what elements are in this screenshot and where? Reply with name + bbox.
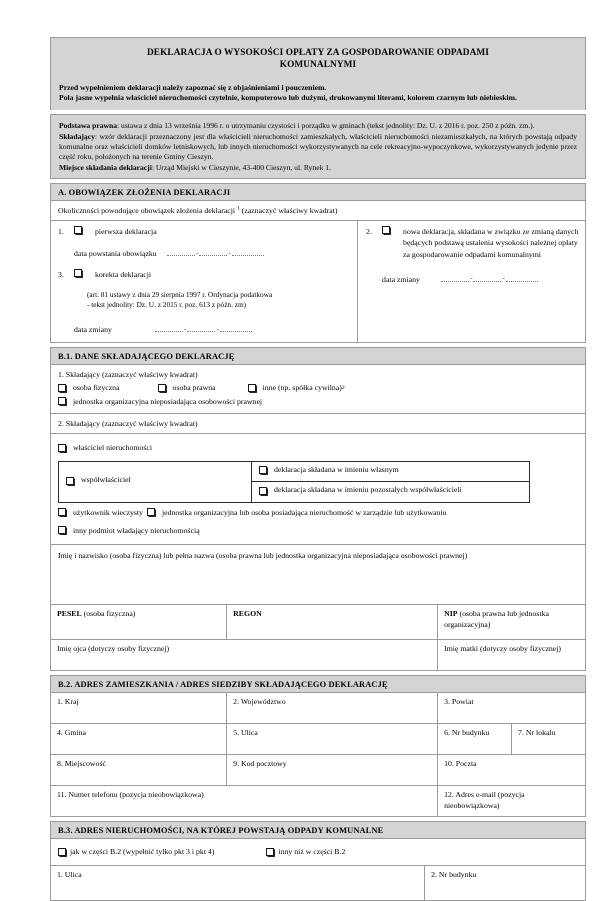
field-mother-name[interactable] bbox=[438, 640, 586, 671]
checkbox-different-from-b2[interactable] bbox=[266, 848, 274, 856]
option-first-declaration[interactable] bbox=[58, 226, 351, 237]
nip-sublabel: (osoba prawna lub jednostka organizacyjna) bbox=[444, 609, 549, 629]
b3-street-label: 1. Ulica bbox=[57, 869, 82, 879]
correction-note-line-2: - tekst jednolity: Dz. U. z 2015 r. poz. 613 z późn. zm) bbox=[87, 299, 247, 309]
field-correction-change-date bbox=[58, 324, 351, 335]
pesel-sublabel: (osoba fizyczna) bbox=[81, 609, 136, 619]
option-coowner-label: współwłaściciel bbox=[81, 475, 131, 485]
correction-note-line-1: (art. 81 ustawy z dnia 29 sierpnia 1997 r. Ordynacja podatkowa bbox=[87, 289, 273, 299]
legal-basis-label: Podstawa prawna bbox=[59, 121, 118, 131]
option-3-label: korekta deklaracji bbox=[95, 269, 152, 279]
instruction-line-1: Przed wypełnieniem deklaracji należy zapoznać się z objaśnieniami i pouczeniem. bbox=[59, 82, 327, 92]
option-coowner[interactable] bbox=[66, 475, 131, 486]
option-perpetual-user-label: użytkownik wieczysty bbox=[73, 507, 143, 517]
correction-change-date-label: data zmiany bbox=[74, 325, 112, 334]
checkbox-perpetual-user[interactable] bbox=[58, 508, 66, 516]
b1-q1-options-row bbox=[58, 382, 578, 393]
place-label: Miejsce składania deklaracji bbox=[59, 162, 152, 172]
checkbox-other-holder[interactable] bbox=[58, 526, 66, 534]
locality-label: 8. Miejscowość bbox=[57, 759, 106, 769]
checkbox-new-declaration[interactable] bbox=[382, 226, 390, 234]
field-building-number[interactable] bbox=[438, 724, 512, 755]
b3-options bbox=[58, 846, 578, 857]
b1-question-1 bbox=[50, 365, 586, 414]
legal-basis-block bbox=[50, 114, 586, 179]
option-different-from-b2[interactable] bbox=[266, 846, 345, 857]
option-manager-unit-label: jednostka organizacyjna lub osoba posiadająca nieruchomość w zarządzie lub użytkowaniu bbox=[161, 507, 447, 517]
table-row bbox=[51, 786, 586, 817]
instruction-line-2: Pola jasne wypełnia właściciel nieruchomości czytelnie, komputerowo lub dużymi, drukowanymi literami, kolorem czarnym lub niebieskim. bbox=[59, 92, 517, 102]
field-voivodeship[interactable] bbox=[227, 693, 438, 724]
pesel-label: PESEL bbox=[57, 609, 82, 619]
legal-basis-text: : ustawa z dnia 13 września 1996 r. o utrzymaniu czystości i porządku w gminach (tekst jednolity: Dz. U. z 2016 r. poz. 250 z późn. zm.). bbox=[117, 121, 535, 131]
place-text: : Urząd Miejski w Cieszynie, 43-400 Cieszyn, ul. Rynek 1. bbox=[151, 162, 331, 172]
checkbox-owner[interactable] bbox=[58, 444, 66, 452]
field-phone-number[interactable] bbox=[51, 786, 438, 817]
postal-code-label: 9. Kod pocztowy bbox=[233, 759, 287, 769]
section-a-subtitle-suffix: (zaznaczyć właściwy kwadrat) bbox=[239, 206, 338, 216]
option-owner[interactable] bbox=[58, 442, 152, 453]
field-county[interactable] bbox=[438, 693, 586, 724]
obligation-date-label: data powstania obowiązku bbox=[74, 249, 157, 259]
checkbox-manager-unit[interactable] bbox=[147, 508, 155, 516]
section-b3-header: B.3. ADRES NIERUCHOMOŚCI, NA KTÓREJ POWSTAJĄ ODPADY KOMUNALNE bbox=[50, 821, 586, 839]
section-a-header: A. OBOWIĄZEK ZŁOŻENIA DEKLARACJI bbox=[50, 183, 586, 201]
county-label: 3. Powiat bbox=[444, 697, 474, 707]
table-row bbox=[51, 724, 586, 755]
option-same-as-b2-label: jak w części B.2 (wypełnić tylko pkt 3 i pkt 4) bbox=[70, 847, 215, 857]
option-perpetual-user[interactable] bbox=[58, 507, 143, 518]
field-full-name[interactable] bbox=[50, 545, 586, 605]
field-change-date bbox=[366, 274, 579, 285]
phone-number-label: 11. Numer telefonu (pozycja nieobowiązkowa) bbox=[57, 790, 204, 800]
option-own-name-label: deklaracja składana w imieniu własnym bbox=[273, 464, 399, 474]
option-own-name[interactable] bbox=[259, 465, 399, 476]
field-pesel[interactable] bbox=[51, 605, 227, 640]
section-b2-header: B.2. ADRES ZAMIESZKANIA / ADRES SIEDZIBY SKŁADAJĄCEGO DEKLARACJĘ bbox=[50, 675, 586, 693]
option-natural-person-label: osoba fizyczna bbox=[73, 383, 120, 393]
checkbox-coowner[interactable] bbox=[66, 477, 74, 485]
option-organizational-unit[interactable] bbox=[58, 396, 262, 407]
option-others-name-label: deklaracja składana w imieniu pozostałych współwłaścicieli bbox=[273, 485, 462, 495]
form-title-line-1: DEKLARACJA O WYSOKOŚCI OPŁATY ZA GOSPODAROWANIE ODPADAMI bbox=[146, 48, 490, 58]
commune-label: 4. Gmina bbox=[57, 728, 87, 738]
form-instructions bbox=[59, 83, 577, 104]
b1-q2-title: 2. Składający (zaznaczyć właściwy kwadrat) bbox=[58, 418, 198, 428]
option-correction-declaration[interactable] bbox=[58, 269, 351, 280]
section-a-subtitle-text: Okoliczności powodujące obowiązek złożenia deklaracji bbox=[58, 206, 238, 216]
field-b3-building-number[interactable] bbox=[425, 865, 586, 900]
option-1-label: pierwsza deklaracja bbox=[95, 227, 157, 237]
checkbox-natural-person[interactable] bbox=[58, 384, 66, 392]
checkbox-first-declaration[interactable] bbox=[74, 226, 82, 234]
b3-options-row bbox=[50, 839, 586, 865]
footnote-marker-1: 1 bbox=[237, 205, 240, 212]
option-other-entity-label: inne (np. spółka cywilna) bbox=[262, 383, 342, 393]
table-row bbox=[51, 693, 586, 724]
table-row bbox=[51, 605, 586, 640]
checkbox-others-name[interactable] bbox=[259, 487, 267, 495]
submitter-label: Składający bbox=[59, 131, 95, 141]
field-father-name[interactable] bbox=[51, 640, 438, 671]
coowner-table bbox=[58, 461, 530, 503]
table-row bbox=[51, 755, 586, 786]
field-nip[interactable] bbox=[438, 605, 586, 640]
checkbox-organizational-unit[interactable] bbox=[58, 397, 66, 405]
post-office-label: 10. Poczta bbox=[444, 759, 477, 769]
correction-legal-note bbox=[58, 290, 351, 310]
b3-building-number-label: 2. Nr budynku bbox=[431, 869, 477, 879]
option-owner-label: właściciel nieruchomości bbox=[73, 443, 153, 453]
address-table-b3 bbox=[50, 865, 586, 901]
table-row bbox=[51, 640, 586, 671]
nip-label: NIP bbox=[444, 609, 458, 619]
option-2-number: 2. bbox=[366, 227, 372, 237]
b1-q1-title: 1. Składający (zaznaczyć właściwy kwadrat) bbox=[58, 370, 198, 380]
coowner-others-name-cell[interactable] bbox=[251, 482, 529, 502]
voivodeship-label: 2. Województwo bbox=[233, 697, 286, 707]
field-commune[interactable] bbox=[51, 724, 227, 755]
coowner-own-name-cell[interactable] bbox=[251, 461, 529, 481]
father-name-label: Imię ojca (dotyczy osoby fizycznej) bbox=[57, 644, 170, 654]
table-row bbox=[51, 865, 586, 900]
coowner-group bbox=[58, 461, 578, 503]
submitter-paragraph bbox=[59, 132, 577, 163]
checkbox-other-entity[interactable] bbox=[248, 384, 256, 392]
option-others-name[interactable] bbox=[259, 485, 462, 496]
obligation-date-input[interactable]: - - bbox=[166, 248, 265, 256]
legal-basis-paragraph bbox=[59, 121, 577, 131]
section-a-subtitle bbox=[50, 201, 586, 221]
option-other-entity[interactable]: inne (np. spółka cywilna) 2 bbox=[248, 382, 345, 393]
page-title bbox=[59, 47, 577, 72]
checkbox-own-name[interactable] bbox=[259, 466, 267, 474]
field-apartment-number[interactable] bbox=[512, 724, 586, 755]
submitter-text: : wzór deklaracji przeznaczony jest dla właścicieli nieruchomości zamieszkałych, właścicieli nieruchomości niezamieszkałych, na których powstają odpady komunalne oraz właścicieli domków letniskowych, lub innych nieruchomości wykorzystywanych na cele rekreacyjno-wypoczynkowe, wykorzystywanych jedynie przez część roku, położonych na terenie Gminy Cieszyn. bbox=[59, 131, 577, 162]
section-a-left-column bbox=[51, 221, 358, 342]
field-locality[interactable] bbox=[51, 755, 227, 786]
apartment-number-label: 7. Nr lokalu bbox=[518, 728, 556, 738]
option-different-from-b2-label: inny niż w części B.2 bbox=[278, 847, 346, 857]
correction-change-date-input[interactable]: - - bbox=[154, 324, 253, 332]
place-paragraph bbox=[59, 163, 577, 173]
identifiers-table bbox=[50, 604, 586, 671]
section-a-body bbox=[50, 221, 586, 343]
option-other-holder[interactable] bbox=[58, 525, 200, 536]
field-street[interactable] bbox=[227, 724, 438, 755]
b1-question-2 bbox=[50, 434, 586, 545]
option-new-declaration[interactable] bbox=[366, 226, 579, 259]
field-regon[interactable] bbox=[227, 605, 438, 640]
field-post-office[interactable] bbox=[438, 755, 586, 786]
section-b1-header: B.1. DANE SKŁADAJĄCEGO DEKLARACJĘ bbox=[50, 347, 586, 365]
option-other-holder-label: inny podmiot władający nieruchomością bbox=[73, 525, 200, 535]
full-name-label: Imię i nazwisko (osoba fizyczna) lub pełna nazwa (osoba prawna lub jednostka organizacyjna nieposiadająca osobowości prawnej) bbox=[58, 551, 468, 561]
building-number-label: 6. Nr budynku bbox=[444, 728, 490, 738]
coowner-cell[interactable] bbox=[59, 461, 252, 502]
option-same-as-b2[interactable] bbox=[58, 846, 214, 857]
email-label: 12. Adres e-mail (pozycja nieobowiązkowa) bbox=[444, 790, 525, 810]
declaration-form bbox=[50, 37, 586, 901]
field-country[interactable] bbox=[51, 693, 227, 724]
section-a-right-column bbox=[358, 221, 585, 342]
mother-name-label: Imię matki (dotyczy osoby fizycznej) bbox=[444, 644, 562, 654]
change-date-label: data zmiany bbox=[382, 274, 420, 284]
street-label: 5. Ulica bbox=[233, 728, 258, 738]
checkbox-same-as-b2[interactable] bbox=[58, 848, 66, 856]
field-obligation-date bbox=[58, 248, 351, 259]
field-b3-street[interactable] bbox=[51, 865, 425, 900]
checkbox-correction-declaration[interactable] bbox=[74, 269, 82, 277]
change-date-input[interactable]: - - bbox=[440, 274, 539, 282]
option-natural-person[interactable] bbox=[58, 382, 120, 393]
option-3-number: 3. bbox=[58, 269, 64, 279]
option-legal-person-label: osoba prawna bbox=[172, 383, 216, 393]
checkbox-legal-person[interactable] bbox=[158, 384, 166, 392]
option-2-label: nowa deklaracja, składana w związku ze zmianą danych będących podstawą ustalenia wysokości należnej opłaty za gospodarowanie odpadami komunalnymi bbox=[403, 227, 579, 259]
b1-q2-title-row bbox=[50, 414, 586, 434]
field-email[interactable] bbox=[438, 786, 586, 817]
option-legal-person[interactable] bbox=[158, 382, 216, 393]
form-title-block bbox=[50, 37, 586, 110]
address-table-b2 bbox=[50, 692, 586, 817]
country-label: 1. Kraj bbox=[57, 697, 79, 707]
option-organizational-unit-label: jednostka organizacyjna nieposiadająca osobowości prawnej bbox=[73, 396, 263, 406]
regon-label: REGON bbox=[233, 609, 262, 619]
option-1-number: 1. bbox=[58, 227, 64, 237]
option-manager-unit[interactable] bbox=[147, 507, 447, 518]
field-postal-code[interactable] bbox=[227, 755, 438, 786]
form-title-line-2: KOMUNALNYMI bbox=[279, 60, 357, 71]
